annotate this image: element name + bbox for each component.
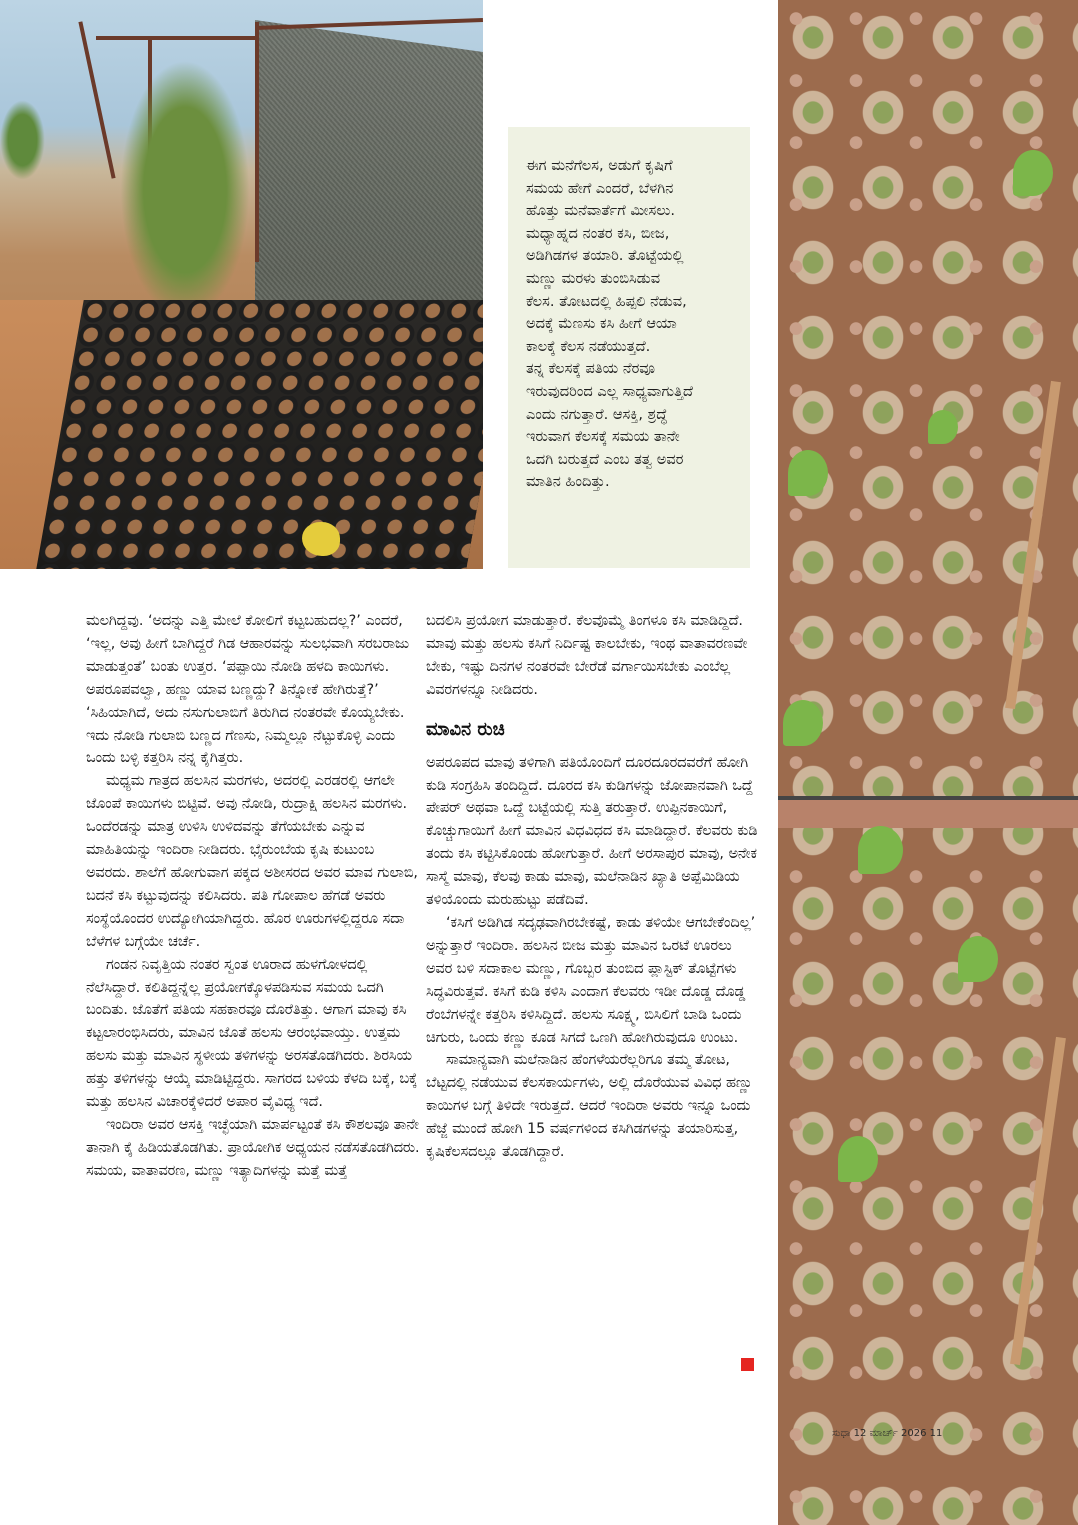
frame-pole xyxy=(78,21,115,178)
pull-quote-text xyxy=(526,155,738,494)
wooden-stick xyxy=(1010,1037,1066,1365)
leaf xyxy=(1013,150,1053,196)
leaf xyxy=(958,936,998,982)
section-heading: ಮಾವಿನ ರುಚಿ xyxy=(426,718,505,740)
pull-quote-line: ಇರುವಾಗ ಕೆಲಸಕ್ಕೆ ಸಮಯ ತಾನೇ xyxy=(526,428,680,446)
paragraph: ಇಂದಿರಾ ಅವರ ಆಸಕ್ತಿ ಇಚ್ಛೆಯಾಗಿ ಮಾರ್ಪಟ್ಟಂತೆ ಕಸಿ ಕೌಶಲವೂ ತಾನೇ ತಾನಾಗಿ ಕೈ ಹಿಡಿಯತೊಡಗಿತು. ಪ್ರಾಯೋಗಿಕ ಅಧ್ಯಯನ ನಡೆಸತೊಡಗಿದರು. ಸಮಯ, ವಾತಾವರಣ, ಮಣ್ಣು ಇತ್ಯಾದಿಗಳನ್ನು ಮತ್ತೆ ಮತ್ತೆ xyxy=(86,1116,420,1179)
pull-quote-line: ಕೆಲಸ. ತೋಟದಲ್ಲಿ ಹಿಪ್ಪಲಿ ನೆಡುವ, xyxy=(526,292,687,310)
pull-quote-line: ಅಡಿಗಿಡಗಳ ತಯಾರಿ. ತೊಟ್ಟೆಯಲ್ಲಿ xyxy=(526,247,684,265)
article-column-left xyxy=(86,610,422,1183)
paragraph: ‘ಕಸಿಗೆ ಅಡಿಗಿಡ ಸದೃಢವಾಗಿರಬೇಕಷ್ಟೆ, ಕಾಡು ತಳಿಯೇ ಆಗಬೇಕೆಂದಿಲ್ಲ’ ಅನ್ನುತ್ತಾರೆ ಇಂದಿರಾ. ಹಲಸಿನ ಬೀಜ ಮತ್ತು ಮಾವಿನ ಒರಟೆ ಊರಲು ಅವರ ಬಳಿ ಸದಾಕಾಲ ಮಣ್ಣು, ಗೊಬ್ಬರ ತುಂಬಿದ ಪ್ಲಾಸ್ಟಿಕ್ ತೊಟ್ಟೆಗಳು ಸಿದ್ಧವಿರುತ್ತವೆ. ಕಸಿಗೆ ಕುಡಿ ಕಳಿಸಿ ಎಂದಾಗ ಕೆಲವರು ಇಡೀ ದೊಡ್ಡ ದೊಡ್ಡ ರೆಂಬೆಗಳನ್ನೇ ಕತ್ತರಿಸಿ ಕಳಿಸಿದ್ದಿದೆ. ಹಲಸು ಸೂಕ್ಷ್ಮ, ಬಿಸಿಲಿಗೆ ಬಾಡಿ ಒಂದು ಚಿಗುರು, ಒಂದು ಕಣ್ಣು ಕೂಡ ಸಿಗದೆ ಒಣಗಿ ಹೋಗಿರುವುದೂ ಉಂಟು. xyxy=(426,914,756,1046)
pull-quote-line: ಒದಗಿ ಬರುತ್ತದೆ ಎಂಬ ತತ್ವ ಅವರ xyxy=(526,450,684,468)
leaf xyxy=(858,826,903,874)
paragraph: ಮಧ್ಯಮ ಗಾತ್ರದ ಹಲಸಿನ ಮರಗಳು, ಅದರಲ್ಲಿ ಎರಡರಲ್ಲಿ ಆಗಲೇ ಜೊಂಪೆ ಕಾಯಿಗಳು ಬಿಟ್ಟಿವೆ. ಅವು ನೋಡಿ, ರುದ್ರಾಕ್ಷಿ ಹಲಸಿನ ಮರಗಳು. ಒಂದೆರಡನ್ನು ಮಾತ್ರ ಉಳಿಸಿ ಉಳಿದವನ್ನು ತೆಗೆಯಬೇಕು ಎನ್ನುವ ಮಾಹಿತಿಯನ್ನು ಇಂದಿರಾ ನೀಡಿದರು. ಭೈರುಂಬೆಯ ಕೃಷಿ ಕುಟುಂಬ ಅವರದು. ಶಾಲೆಗೆ ಹೋಗುವಾಗ ಪಕ್ಕದ ಅಶೀಸರದ ಅವರ ಮಾವ ಗುಲಾಬಿ, ಬದನೆ ಕಸಿ ಕಟ್ಟುವುದನ್ನು ಕಲಿಸಿದರು. ಪತಿ ಗೋಪಾಲ ಹೆಗಡೆ ಅವರು ಸಂಸ್ಥೆಯೊಂದರ ಉದ್ಯೋಗಿಯಾಗಿದ್ದರು. ಹೊರ ಊರುಗಳಲ್ಲಿದ್ದರೂ ಸದಾ ಬೆಳೆಗಳ ಬಗ್ಗೆಯೇ ಚರ್ಚೆ. xyxy=(86,773,418,950)
article-end-mark xyxy=(741,1358,754,1371)
plant xyxy=(0,100,45,180)
pull-quote-line: ಮಧ್ಯಾಹ್ನದ ನಂತರ ಕಸಿ, ಬೀಜ, xyxy=(526,224,670,242)
wooden-rail xyxy=(778,796,1078,828)
pull-quote-line: ಮಣ್ಣು ಮರಳು ತುಂಬಿಸಿಡುವ xyxy=(526,269,661,287)
pull-quote-line: ಈಗ ಮನೆಗೆಲಸ, ಅಡುಗೆ ಕೃಷಿಗೆ xyxy=(526,157,673,174)
pull-quote-line: ಮಾತಿನ ಹಿಂದಿತ್ತು. xyxy=(526,473,610,491)
pull-quote-line: ಇರುವುದರಿಂದ ಎಲ್ಲ ಸಾಧ್ಯವಾಗುತ್ತಿದೆ xyxy=(526,382,693,400)
climbing-plant xyxy=(120,60,250,320)
pull-quote-line: ಅದಕ್ಕೆ ಮೆಣಸು ಕಸಿ ಹೀಗೆ ಆಯಾ xyxy=(526,315,677,333)
article-column-middle xyxy=(426,610,762,1164)
seedling-bags xyxy=(36,300,483,569)
leaf xyxy=(928,410,958,444)
pull-quote-line: ಎಂದು ನಗುತ್ತಾರೆ. ಆಸಕ್ತಿ, ಶ್ರದ್ಧೆ xyxy=(526,405,668,423)
paragraph: ಬದಲಿಸಿ ಪ್ರಯೋಗ ಮಾಡುತ್ತಾರೆ. ಕೆಲವೊಮ್ಮೆ ತಿಂಗಳೂ ಕಸಿ ಮಾಡಿದ್ದಿದೆ. ಮಾವು ಮತ್ತು ಹಲಸು ಕಸಿಗೆ ನಿರ್ದಿಷ್ಟ ಕಾಲಬೇಕು, ಇಂಥ ವಾತಾವರಣವೇ ಬೇಕು, ಇಷ್ಟು ದಿನಗಳ ನಂತರವೇ ಬೇರೆಡೆ ವರ್ಗಾಯಿಸಬೇಕು ಎಂಬೆಲ್ಲ ವಿವರಗಳನ್ನೂ ನೀಡಿದರು. xyxy=(426,613,748,698)
nursery-photo xyxy=(0,0,483,569)
paragraph: ಅಪರೂಪದ ಮಾವು ತಳಿಗಾಗಿ ಪತಿಯೊಂದಿಗೆ ದೂರದೂರದವರೆಗೆ ಹೋಗಿ ಕುಡಿ ಸಂಗ್ರಹಿಸಿ ತಂದಿದ್ದಿದೆ. ದೂರದ ಕಸಿ ಕುಡಿಗಳನ್ನು ಜೋಪಾನವಾಗಿ ಒದ್ದೆ ಪೇಪರ್ ಅಥವಾ ಒದ್ದೆ ಬಟ್ಟೆಯಲ್ಲಿ ಸುತ್ತಿ ತರುತ್ತಾರೆ. ಉಪ್ಪಿನಕಾಯಿಗೆ, ಕೊಚ್ಚುಗಾಯಿಗೆ ಹೀಗೆ ಮಾವಿನ ವಿಧವಿಧದ ಕಸಿ ಮಾಡಿದ್ದಾರೆ. ಕೆಲವರು ಕುಡಿ ತಂದು ಕಸಿ ಕಟ್ಟಿಸಿಕೊಂಡು ಹೋಗುತ್ತಾರೆ. ಹೀಗೆ ಅರಸಾಪುರ ಮಾವು, ಅನೇಕ ಸಾಸ್ಮೆ ಮಾವು, ಕೆಲವು ಕಾಡು ಮಾವು, ಮಲೆನಾಡಿನ ಖ್ಯಾತಿ ಅಪ್ಪೆಮಿಡಿಯ ತಳಿಯೊಂದು ಮರುಹುಟ್ಟು ಪಡೆದಿವೆ. xyxy=(426,754,758,909)
leaf xyxy=(783,700,823,746)
paragraph: ಗಂಡನ ನಿವೃತ್ತಿಯ ನಂತರ ಸ್ವಂತ ಊರಾದ ಹುಳಗೋಳದಲ್ಲಿ ನೆಲೆಸಿದ್ದಾರೆ. ಕಲಿತಿದ್ದನ್ನೆಲ್ಲ ಪ್ರಯೋಗಕ್ಕೊಳಪಡಿಸುವ ಸಮಯ ಒದಗಿ ಬಂದಿತು. ಜೊತೆಗೆ ಪತಿಯ ಸಹಕಾರವೂ ದೊರೆತಿತ್ತು. ಆಗಾಗ ಮಾವು ಕಸಿ ಕಟ್ಟಲಾರಂಭಿಸಿದರು, ಮಾವಿನ ಜೊತೆ ಹಲಸು ಆರಂಭವಾಯ್ತು. ಉತ್ತಮ ಹಲಸು ಮತ್ತು ಮಾವಿನ ಸ್ಥಳೀಯ ತಳಿಗಳನ್ನು ಅರಸತೊಡಗಿದರು. ಶಿರಸಿಯ ಹತ್ತು ತಳಿಗಳನ್ನು ಆಯ್ಕೆ ಮಾಡಿಟ್ಟಿದ್ದರು. ಸಾಗರದ ಬಳಿಯ ಕೆಳದಿ ಬಕ್ಕೆ, ಬಕ್ಕೆ ಮತ್ತು ಹಲಸಿನ ವಿಚಾರಕ್ಕೆಳಿದರೆ ಅಪಾರ ವೈವಿಧ್ಯ ಇದೆ. xyxy=(86,956,418,1111)
leaf xyxy=(788,450,828,496)
pull-quote-line: ಹೊತ್ತು ಮನೆವಾರ್ತೆಗೆ ಮೀಸಲು. xyxy=(526,202,675,220)
pull-quote-line: ತನ್ನ ಕೆಲಸಕ್ಕೆ ಪತಿಯ ನೆರವೂ xyxy=(526,360,656,378)
seedlings-photo-top xyxy=(778,0,1078,796)
frame-pole xyxy=(255,22,259,262)
paragraph: ಸಾಮಾನ್ಯವಾಗಿ ಮಲೆನಾಡಿನ ಹೆಂಗಳೆಯರೆಲ್ಲರಿಗೂ ತಮ್ಮ ತೋಟ, ಬೆಟ್ಟದಲ್ಲಿ ನಡೆಯುವ ಕೆಲಸಕಾರ್ಯಗಳು, ಅಲ್ಲಿ ದೊರೆಯುವ ವಿವಿಧ ಹಣ್ಣು ಕಾಯಿಗಳ ಬಗ್ಗೆ ತಿಳಿದೇ ಇರುತ್ತದೆ. ಆದರೆ ಇಂದಿರಾ ಅವರು ಇನ್ನೂ ಒಂದು ಹೆಜ್ಜೆ ಮುಂದೆ ಹೋಗಿ 15 ವರ್ಷಗಳಿಂದ ಕಸಿಗಿಡಗಳನ್ನು ತಯಾರಿಸುತ್ತ, ಕೃಷಿಕೆಲಸದಲ್ಲೂ ತೊಡಗಿದ್ದಾರೆ. xyxy=(426,1052,753,1161)
page-folio: ಸುಧಾ 12 ಮಾರ್ಚ್ 2026 11 xyxy=(832,1428,943,1439)
pull-quote xyxy=(508,127,750,568)
leaf xyxy=(838,1136,878,1182)
pull-quote-line: ಕಾಲಕ್ಕೆ ಕೆಲಸ ನಡೆಯುತ್ತದೆ. xyxy=(526,337,651,355)
yellow-leaf xyxy=(302,522,340,556)
paragraph: ಮಲಗಿದ್ದವು. ‘ಅದನ್ನು ಎತ್ತಿ ಮೇಲೆ ಕೋಲಿಗೆ ಕಟ್ಟಬಹುದಲ್ಲ?’ ಎಂದರೆ, ‘ಇಲ್ಲ, ಅವು ಹೀಗೆ ಬಾಗಿದ್ದರೆ ಗಿಡ ಆಹಾರವನ್ನು ಸುಲಭವಾಗಿ ಸರಬರಾಜು ಮಾಡುತ್ತಂತೆ’ ಬಂತು ಉತ್ತರ. ‘ಪಪ್ಪಾಯಿ ನೋಡಿ ಹಳದಿ ಕಾಯಿಗಳು. ಅಪರೂಪವಲ್ವಾ, ಹಣ್ಣು ಯಾವ ಬಣ್ಣದ್ದು? ತಿನ್ನೋಕೆ ಹೇಗಿರುತ್ತೆ?’ ‘ಸಿಹಿಯಾಗಿದೆ, ಅದು ನಸುಗುಲಾಬಿಗೆ ತಿರುಗಿದ ನಂತರವೇ ಕೊಯ್ಯಬೇಕು. ಇದು ನೋಡಿ ಗುಲಾಬಿ ಬಣ್ಣದ ಗೆಣಸು, ನಿಮ್ಮಲ್ಲೂ ನೆಟ್ಟುಕೊಳ್ಳಿ ಎಂದು ಒಂದು ಬಳ್ಳಿ ಕತ್ತರಿಸಿ ನನ್ನ ಕೈಗಿತ್ತರು. xyxy=(86,613,410,767)
frame-beam xyxy=(96,36,256,40)
frame-beam xyxy=(255,18,483,30)
pull-quote-line: ಸಮಯ ಹೇಗೆ ಎಂದರೆ, ಬೆಳಗಿನ xyxy=(526,179,674,197)
seedlings-photo-bottom xyxy=(778,796,1078,1525)
wooden-stick xyxy=(1005,381,1061,709)
